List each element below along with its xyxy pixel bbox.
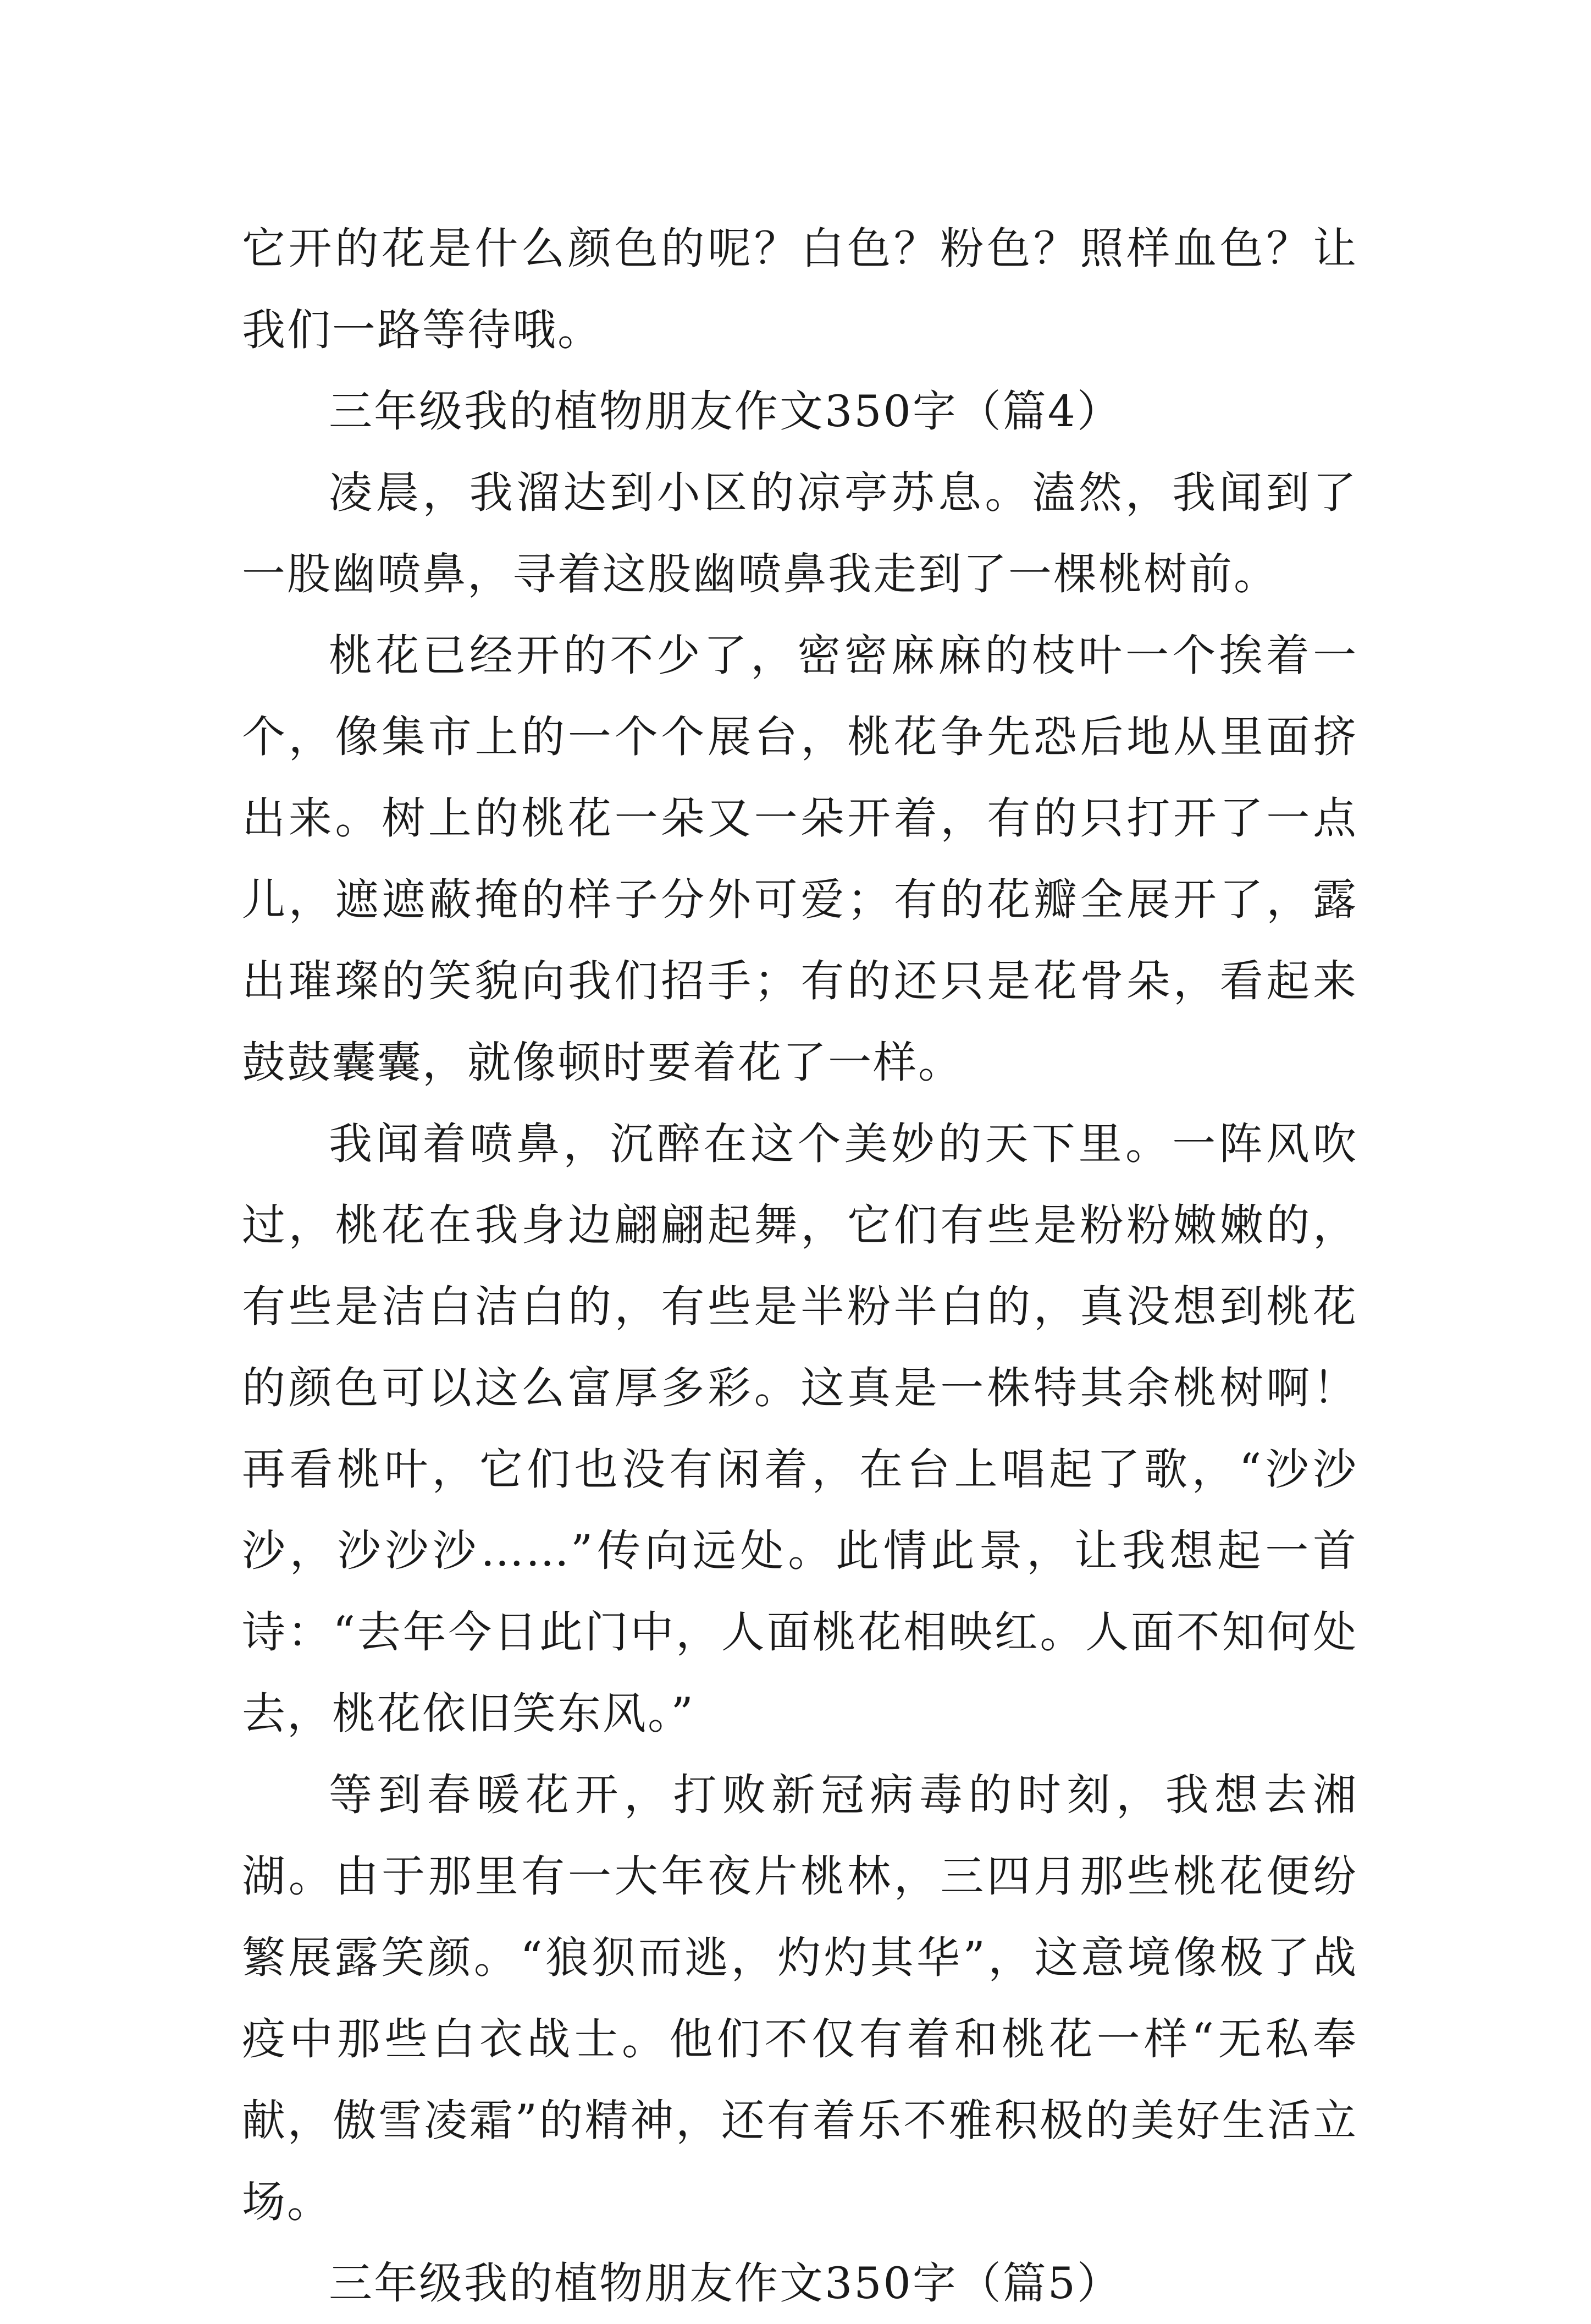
section-heading-4: 三年级我的植物朋友作文350字（篇4） bbox=[329, 386, 1123, 437]
paragraph-continued: 它开的花是什么颜色的呢？白色？粉色？照样血色？让我们一路等待哦。 bbox=[242, 223, 1358, 355]
section-heading-5: 三年级我的植物朋友作文350字（篇5） bbox=[329, 2258, 1123, 2309]
document-page bbox=[242, 208, 1358, 2324]
paragraph: 桃花已经开的不少了，密密麻麻的枝叶一个挨着一个，像集市上的一个个展台，桃花争先恐后地从里面挤出来。树上的桃花一朵又一朵开着，有的只打开了一点儿，遮遮蔽掩的样子分外可爱；有的花瓣全展开了，露出璀璨的笑貌向我们招手；有的还只是花骨朵，看起来鼓鼓囊囊，就像顿时要着花了一样。 bbox=[242, 630, 1358, 1088]
paragraph: 我闻着喷鼻，沉醉在这个美妙的天下里。一阵风吹过，桃花在我身边翩翩起舞，它们有些是粉粉嫩嫩的，有些是洁白洁白的，有些是半粉半白的，真没想到桃花的颜色可以这么富厚多彩。这真是一株特其余桃树啊！再看桃叶，它们也没有闲着，在台上唱起了歌，“沙沙沙，沙沙沙……”传向远处。此情此景，让我想起一首诗：“去年今日此门中，人面桃花相映红。人面不知何处去，桃花依旧笑东风。” bbox=[242, 1119, 1358, 1739]
paragraph: 等到春暖花开，打败新冠病毒的时刻，我想去湘湖。由于那里有一大年夜片桃林，三四月那些桃花便纷繁展露笑颜。“狼狈而逃，灼灼其华”，这意境像极了战疫中那些白衣战士。他们不仅有着和桃花一样“无私奉献，傲雪凌霜”的精神，还有着乐不雅积极的美好生活立场。 bbox=[242, 1770, 1358, 2227]
paragraph: 凌晨，我溜达到小区的凉亭苏息。溘然，我闻到了一股幽喷鼻，寻着这股幽喷鼻我走到了一棵桃树前。 bbox=[242, 467, 1358, 599]
